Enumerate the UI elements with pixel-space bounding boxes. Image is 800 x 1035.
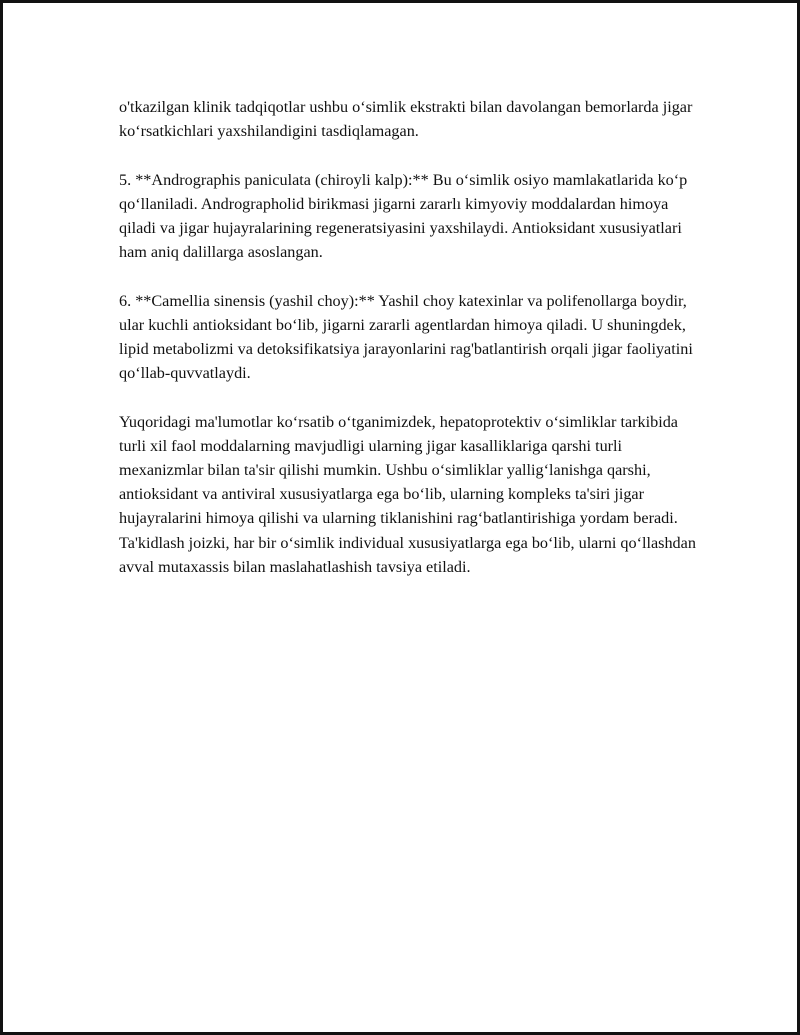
paragraph-continuation: o'tkazilgan klinik tadqiqotlar ushbu oʻsimlik ekstrakti bilan davolangan bemorlarda jigar koʻrsatkichlari yaxshilandigini tasdiqlamagan.	[119, 98, 693, 141]
paragraph-conclusion: Yuqoridagi ma'lumotlar koʻrsatib oʻtganimizdek, hepatoprotektiv oʻsimliklar tarkibida turli xil faol moddalarning mavjudligi ularning jigar kasalliklariga qarshi turli mexanizmlar bilan ta'sir qilishi mumkin. Ushbu oʻsimliklar yalligʻlanishga qarshi, antioksidant va antiviral xususiyatlarga ega boʻlib, ularning kompleks ta'siri jigar hujayralarini himoya qilishi va ularning tiklanishini ragʻbatlantirishiga yordam beradi. Ta'kidlash joizki, har bir oʻsimlik individual xususiyatlarga ega boʻlib, ularni qoʻllashdan avval mutaxassis bilan maslahatlashish tavsiya etiladi.	[119, 412, 696, 576]
paragraph-camellia: 6. **Camellia sinensis (yashil choy):** Yashil choy katexinlar va polifenollarga boydir, ular kuchli antioksidant boʻlib, jigarni zararli agentlardan himoya qiladi. U shuningdek, lipid metabolizmi va detoksifikatsiya jarayonlarini rag'batlantirish orqali jigar faoliyatini qoʻllab-quvvatlaydi.	[119, 291, 693, 383]
paragraph-andrographis: 5. **Andrographis paniculata (chiroyli kalp):** Bu oʻsimlik osiyo mamlakatlarida koʻp qoʻllaniladi. Andrographolid birikmasi jigarni zararlı kimyoviy moddalardan himoya qiladi va jigar hujayralarining regeneratsiyasini yaxshilaydi. Antioksidant xususiyatlari ham aniq dalillarga asoslangan.	[119, 170, 688, 262]
document-body	[119, 95, 699, 579]
